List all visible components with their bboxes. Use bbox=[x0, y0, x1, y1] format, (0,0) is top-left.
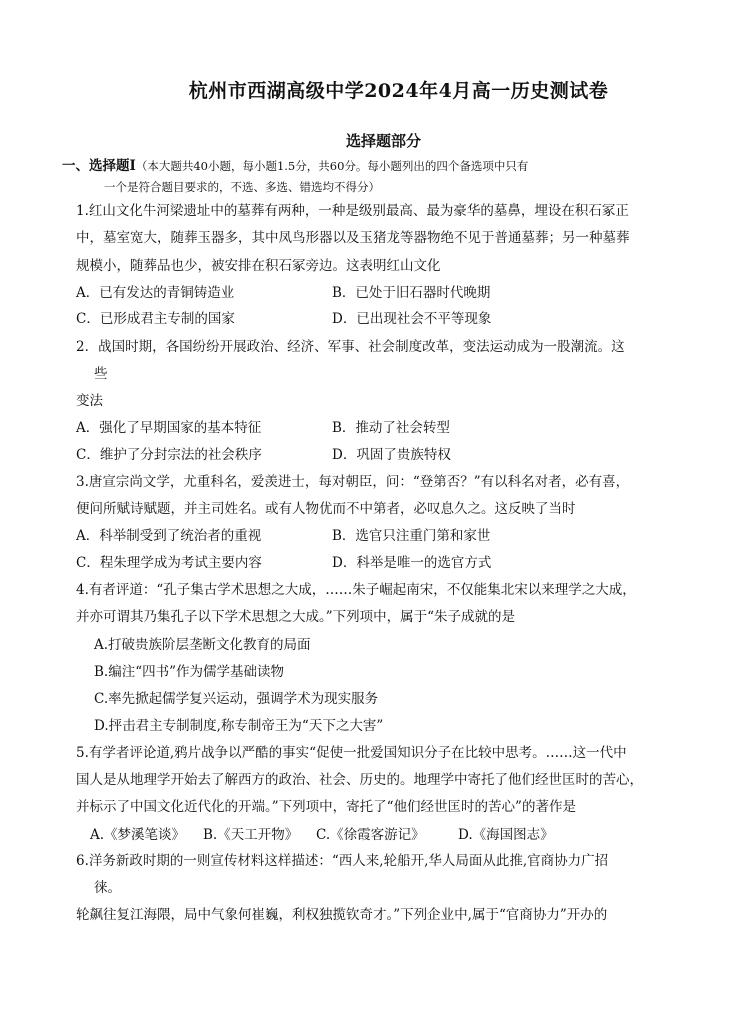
q1-option-b: B．已处于旧石器时代晚期 bbox=[332, 285, 491, 301]
instructions-text-1: （本大题共40小题，每小题1.5分，共60分。每小题列出的四个备选项中只有 bbox=[135, 159, 529, 173]
q4-option-a: A.打破贵族阶层垄断文化教育的局面 bbox=[94, 637, 311, 653]
q3-line-2: 便问所赋诗赋题，并主司姓名。或有人物优而不中第者，必叹息久之。这反映了当时 bbox=[76, 501, 576, 517]
q2-line-2: 些 bbox=[94, 366, 108, 382]
q2-option-d: D．巩固了贵族特权 bbox=[332, 447, 451, 463]
q5-line-3: 并标示了中国文化近代化的开端。”下列项中，寄托了“他们经世匡时的苦心”的著作是 bbox=[76, 799, 576, 815]
instructions-label: 一、选择题Ⅰ bbox=[62, 158, 136, 174]
page-title: 杭州市西湖高级中学2024年4月高一历史测试卷 bbox=[188, 80, 609, 102]
q4-option-c: C.率先掀起儒学复兴运动，强调学术为现实服务 bbox=[94, 691, 379, 707]
q1-line-3: 规模小，随葬品也少，被安排在积石冢旁边。这表明红山文化 bbox=[76, 258, 441, 274]
q6-line-3: 轮飙往复江海隈，局中气象何崔巍，利权独揽钦奇才。”下列企业中,属于“官商协力”开办的 bbox=[76, 907, 608, 923]
section-title: 选择题部分 bbox=[345, 132, 421, 150]
q5-line-2: 国人是从地理学开始去了解西方的政治、社会、历史的。地理学中寄托了他们经世匡时的苦心， bbox=[76, 772, 643, 788]
q5-option-c: C.《徐霞客游记》 bbox=[316, 827, 425, 843]
q1-option-d: D．已出现社会不平等现象 bbox=[332, 311, 492, 327]
q2-option-b: B．推动了社会转型 bbox=[332, 420, 450, 436]
q4-option-b: B.编注“四书”作为儒学基础读物 bbox=[94, 664, 285, 680]
q5-option-a: A.《梦溪笔谈》 bbox=[90, 827, 186, 843]
q4-line-2: 并亦可谓其乃集孔子以下学术思想之大成。”下列项中，属于“朱子成就的是 bbox=[76, 609, 516, 625]
q5-option-d: D.《海国图志》 bbox=[458, 827, 554, 843]
q2-option-a: A．强化了早期国家的基本特征 bbox=[76, 420, 262, 436]
q5-option-b: B.《天工开物》 bbox=[203, 827, 299, 843]
q2-option-c: C．维护了分封宗法的社会秩序 bbox=[76, 447, 262, 463]
q3-line-1: 3.唐宣宗尚文学，尤重科名，爱羡进士，每对朝臣，问：“登第否？”有以科名对者，必有喜， bbox=[76, 474, 630, 490]
q3-option-a: A．科举制受到了统治者的重视 bbox=[76, 528, 262, 544]
q3-option-c: C．程朱理学成为考试主要内容 bbox=[76, 555, 262, 571]
q3-option-b: B．选官只注重门第和家世 bbox=[332, 528, 491, 544]
q4-line-1: 4.有者评道：“孔子集古学术思想之大成，……朱子崛起南宋，不仅能集北宋以来理学之大成， bbox=[76, 582, 636, 598]
q2-line-3: 变法 bbox=[76, 393, 103, 409]
q1-line-1: 1.红山文化牛河梁遗址中的墓葬有两种，一种是级别最高、最为豪华的墓鼻，埋设在积石冢正 bbox=[76, 203, 629, 219]
instructions-line-2: 一个是符合题目要求的，不选、多选、错选均不得分） bbox=[104, 180, 380, 194]
q1-line-2: 中，墓室宽大，随葬玉器多，其中凤鸟形器以及玉猪龙等器物绝不见于普通墓葬；另一种墓葬 bbox=[76, 230, 630, 246]
q3-option-d: D．科举是唯一的选官方式 bbox=[332, 555, 492, 571]
q6-line-1: 6.洋务新政时期的一则宣传材料这样描述：“西人来,轮船开,华人局面从此推,官商协力广招 bbox=[76, 853, 609, 869]
q5-line-1: 5.有学者评论道,鸦片战争以严酷的事实“促使一批爱国知识分子在比较中思考。……这一代中 bbox=[76, 745, 627, 761]
q4-option-d: D.抨击君主专制制度,称专制帝王为“天下之大害” bbox=[94, 718, 384, 734]
q6-line-2: 徕。 bbox=[94, 880, 121, 896]
instructions-line-1 bbox=[62, 156, 528, 176]
q1-option-c: C．已形成君主专制的国家 bbox=[76, 311, 235, 327]
q1-option-a: A．已有发达的青铜铸造业 bbox=[76, 285, 235, 301]
q2-line-1: 2．战国时期，各国纷纷开展政治、经济、军事、社会制度改革，变法运动成为一股潮流。这 bbox=[76, 339, 625, 355]
